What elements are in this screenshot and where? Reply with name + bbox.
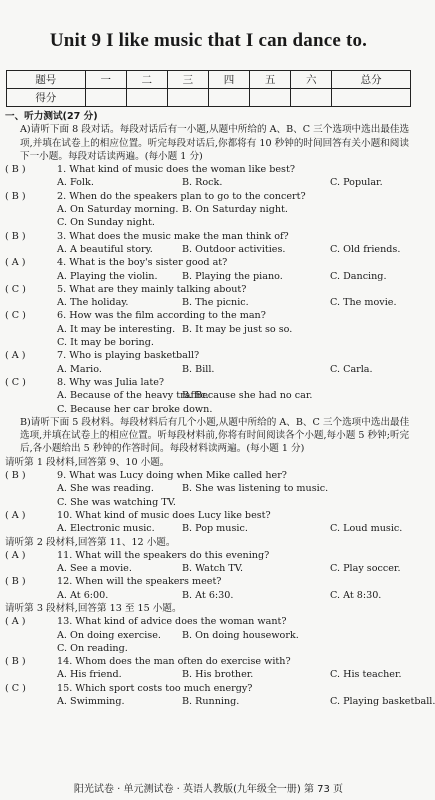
answer-option: B. She was listening to music.	[182, 483, 329, 495]
score-blank-cell[interactable]	[332, 89, 411, 107]
group-1-questions	[5, 469, 413, 535]
question-item	[5, 469, 413, 509]
answer-option: C. It may be boring.	[57, 337, 154, 349]
options-row	[5, 270, 413, 283]
question-stem: 13. What kind of advice does the woman want?	[57, 616, 287, 628]
answer-bracket[interactable]: ( B )	[5, 230, 26, 242]
question-item	[5, 163, 413, 190]
group-3-label: 请听第 3 段材料,回答第 13 至 15 小题。	[5, 602, 182, 614]
score-blank-cell[interactable]	[291, 89, 332, 107]
options-row	[5, 243, 413, 256]
answer-option: C. His teacher.	[330, 669, 402, 681]
question-stem-row	[5, 349, 413, 362]
section-heading: 一、听力测试(27 分)	[5, 111, 98, 122]
answer-option: B. Running.	[182, 696, 240, 708]
answer-option: A. On Saturday morning.	[57, 204, 179, 216]
question-stem-row	[5, 376, 413, 389]
question-stem-row	[5, 615, 413, 628]
answer-option: B. Watch TV.	[182, 563, 244, 575]
page-title: Unit 9 I like music that I can dance to.	[49, 30, 368, 51]
answer-option: A. Because of the heavy traffic.	[57, 390, 209, 402]
answer-option: C. Old friends.	[330, 243, 401, 255]
answer-option: C. On reading.	[57, 642, 128, 654]
question-stem-row	[5, 682, 413, 695]
answer-bracket[interactable]: ( B )	[5, 656, 26, 668]
score-header-row	[7, 71, 411, 89]
score-header-cell: 总分	[332, 71, 411, 89]
score-header-cell: 二	[126, 71, 167, 89]
answer-option: A. See a movie.	[57, 563, 132, 575]
answer-bracket[interactable]: ( C )	[5, 376, 26, 388]
answer-option: A. At 6:00.	[57, 589, 109, 601]
question-stem: 2. When do the speakers plan to go to the concert?	[57, 190, 306, 202]
answer-bracket[interactable]: ( A )	[5, 549, 26, 561]
answer-option: B. Playing the piano.	[182, 270, 283, 282]
answer-option: C. She was watching TV.	[57, 496, 176, 508]
answer-option: B. His brother.	[182, 669, 254, 681]
question-stem-row	[5, 549, 413, 562]
score-blank-cell[interactable]	[85, 89, 126, 107]
answer-bracket[interactable]: ( A )	[5, 257, 26, 269]
question-item	[5, 549, 413, 576]
answer-option: B. Pop music.	[182, 523, 248, 535]
answer-option: A. It may be interesting.	[57, 323, 176, 335]
answer-option: C. Popular.	[330, 177, 383, 189]
answer-option: C. Play soccer.	[330, 563, 401, 575]
page-footer: 阳光试卷 · 单元测试卷 · 英语人教版(九年级全一册) 第 73 页	[73, 784, 344, 795]
question-item	[5, 256, 413, 283]
options-row	[5, 363, 413, 376]
options-row	[5, 522, 413, 535]
question-stem: 7. Who is playing basketball?	[57, 350, 200, 362]
question-item	[5, 682, 435, 709]
answer-option: C. Loud music.	[330, 523, 403, 535]
part-b-instructions: B)请听下面 5 段材料。每段材料后有几个小题,从题中所给的 A、B、C 三个选项中选出最佳选项,并填在试卷上的相应位置。听每段材料前,你将有时间阅读各个小题,每小题 5 秒钟;听完后,各小题给出 5 秒钟的作答时间。每段材料读两遍。(每小题 1 分)	[20, 416, 410, 455]
answer-option: A. The holiday.	[57, 297, 129, 309]
options-row	[5, 403, 413, 416]
question-stem: 5. What are they mainly talking about?	[57, 283, 247, 295]
answer-option: C. At 8:30.	[330, 589, 382, 601]
question-stem-row	[5, 190, 413, 203]
options-row	[5, 389, 413, 402]
answer-option: A. His friend.	[57, 669, 122, 681]
question-item	[5, 376, 413, 416]
options-row	[5, 216, 413, 229]
answer-option: A. Mario.	[57, 363, 102, 375]
answer-bracket[interactable]: ( A )	[5, 616, 26, 628]
options-row	[5, 496, 413, 509]
options-row	[5, 695, 435, 708]
answer-bracket[interactable]: ( A )	[5, 350, 26, 362]
answer-bracket[interactable]: ( B )	[5, 470, 26, 482]
answer-option: A. She was reading.	[57, 483, 154, 495]
answer-option: A. Folk.	[57, 177, 94, 189]
question-item	[5, 509, 413, 536]
answer-option: B. On doing housework.	[182, 629, 299, 641]
options-row	[5, 589, 413, 602]
options-row	[5, 668, 413, 681]
question-stem-row	[5, 309, 413, 322]
answer-option: B. Bill.	[182, 363, 215, 375]
question-stem: 10. What kind of music does Lucy like best?	[57, 509, 271, 521]
answer-option: C. Dancing.	[330, 270, 387, 282]
question-stem: 3. What does the music make the man think of?	[57, 230, 289, 242]
answer-option: A. Playing the violin.	[57, 270, 158, 282]
group-2-label: 请听第 2 段材料,回答第 11、12 小题。	[5, 536, 176, 548]
question-stem-row	[5, 283, 413, 296]
answer-option: C. The movie.	[330, 297, 397, 309]
options-row	[5, 562, 413, 575]
answer-bracket[interactable]: ( B )	[5, 164, 26, 176]
options-row	[5, 642, 413, 655]
answer-option: B. Outdoor activities.	[182, 243, 286, 255]
answer-option: A. A beautiful story.	[57, 243, 153, 255]
question-item	[5, 283, 413, 310]
question-stem-row	[5, 256, 413, 269]
score-blank-cell[interactable]	[167, 89, 208, 107]
question-stem: 6. How was the film according to the man?	[57, 310, 266, 322]
question-stem: 8. Why was Julia late?	[57, 376, 165, 388]
answer-option: B. At 6:30.	[182, 589, 234, 601]
score-header-cell: 一	[85, 71, 126, 89]
options-row	[5, 296, 413, 309]
answer-option: C. Carla.	[330, 363, 373, 375]
options-row	[5, 336, 413, 349]
answer-option: B. It may be just so so.	[182, 323, 293, 335]
score-header-cell: 三	[167, 71, 208, 89]
answer-option: C. On Sunday night.	[57, 217, 155, 229]
question-stem: 11. What will the speakers do this evening?	[57, 549, 270, 561]
listening-section	[5, 110, 435, 708]
score-row-label: 得分	[7, 89, 86, 107]
answer-option: B. Rock.	[182, 177, 223, 189]
part-a-questions	[5, 163, 413, 416]
answer-option: B. On Saturday night.	[182, 204, 288, 216]
options-row	[5, 482, 413, 495]
question-item	[5, 309, 413, 349]
options-row	[5, 203, 413, 216]
score-blank-cell[interactable]	[208, 89, 249, 107]
score-header-cell: 五	[250, 71, 291, 89]
question-stem-row	[5, 163, 413, 176]
question-stem-row	[5, 655, 413, 668]
group-3-questions	[5, 615, 435, 708]
question-item	[5, 615, 413, 655]
score-value-row	[7, 89, 411, 107]
score-blank-cell[interactable]	[250, 89, 291, 107]
options-row	[5, 176, 413, 189]
answer-bracket[interactable]: ( C )	[5, 682, 26, 694]
answer-bracket[interactable]: ( C )	[5, 310, 26, 322]
answer-option: C. Playing basketball.	[330, 696, 435, 708]
question-stem: 1. What kind of music does the woman like best?	[57, 164, 295, 176]
question-item	[5, 349, 413, 376]
question-stem: 15. Which sport costs too much energy?	[57, 682, 253, 694]
answer-option: A. Electronic music.	[57, 523, 155, 535]
options-row	[5, 629, 413, 642]
question-item	[5, 190, 413, 230]
answer-bracket[interactable]: ( C )	[5, 283, 26, 295]
answer-bracket[interactable]: ( A )	[5, 509, 26, 521]
answer-option: B. Because she had no car.	[182, 390, 313, 402]
score-blank-cell[interactable]	[126, 89, 167, 107]
question-stem-row	[5, 469, 413, 482]
score-header-cell: 四	[208, 71, 249, 89]
group-2-questions	[5, 549, 413, 602]
question-stem-row	[5, 230, 413, 243]
answer-option: A. Swimming.	[57, 696, 125, 708]
score-header-cell: 题号	[7, 71, 86, 89]
score-table	[6, 70, 411, 107]
answer-option: C. Because her car broke down.	[57, 403, 213, 415]
question-item	[5, 655, 413, 682]
answer-bracket[interactable]: ( B )	[5, 190, 26, 202]
question-stem: 14. Whom does the man often do exercise with?	[57, 656, 291, 668]
question-stem: 12. When will the speakers meet?	[57, 576, 222, 588]
options-row	[5, 323, 413, 336]
question-stem: 9. What was Lucy doing when Mike called her?	[57, 470, 287, 482]
answer-option: A. On doing exercise.	[57, 629, 161, 641]
score-header-cell: 六	[291, 71, 332, 89]
question-stem-row	[5, 509, 413, 522]
part-a-instructions: A)请听下面 8 段对话。每段对话后有一小题,从题中所给的 A、B、C 三个选项中选出最佳选项,并填在试卷上的相应位置。听完每段对话后,你都将有 10 秒钟的时间回答有关小题和阅读下一小题。每段对话读两遍。(每小题 1 分)	[20, 124, 410, 162]
question-item	[5, 575, 413, 602]
question-item	[5, 230, 413, 257]
question-stem: 4. What is the boy's sister good at?	[57, 257, 228, 269]
group-1-label: 请听第 1 段材料,回答第 9、10 小题。	[5, 456, 170, 468]
question-stem-row	[5, 575, 413, 588]
answer-bracket[interactable]: ( B )	[5, 576, 26, 588]
answer-option: B. The picnic.	[182, 297, 249, 309]
